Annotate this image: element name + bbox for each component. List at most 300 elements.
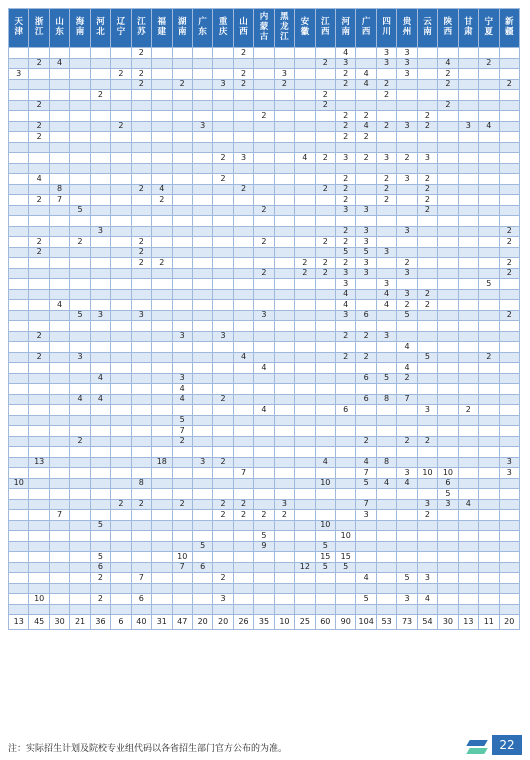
table-cell [315,121,335,132]
table-cell [295,457,315,468]
table-cell [479,69,499,80]
table-cell: 2 [397,153,417,164]
table-cell [499,583,520,594]
table-cell [9,457,29,468]
table-cell [233,405,253,416]
table-cell [49,111,69,122]
table-cell: 3 [376,153,396,164]
table-cell: 2 [417,510,437,521]
totals-row [9,615,520,630]
table-cell [295,195,315,206]
table-cell [438,142,458,153]
table-cell [9,499,29,510]
table-cell [233,541,253,552]
table-cell [274,321,294,332]
table-cell [233,594,253,605]
table-cell [29,258,49,269]
table-cell [274,226,294,237]
table-cell [111,531,131,542]
table-cell [295,541,315,552]
table-cell [254,300,274,311]
table-cell [233,583,253,594]
table-cell: 3 [356,510,376,521]
table-cell: 4 [397,363,417,374]
table-cell [479,573,499,584]
table-cell [499,363,520,374]
table-cell: 2 [417,174,437,185]
table-cell [192,184,212,195]
table-cell [376,363,396,374]
table-cell [9,384,29,395]
table-cell [438,583,458,594]
total-cell: 90 [336,615,356,630]
table-cell [111,415,131,426]
table-cell [479,363,499,374]
table-cell [274,447,294,458]
table-cell [315,247,335,258]
total-cell: 30 [49,615,69,630]
table-cell [458,195,478,206]
table-cell [254,184,274,195]
table-row [9,583,520,594]
table-cell [254,121,274,132]
table-cell [152,415,172,426]
table-cell [29,363,49,374]
table-cell [479,531,499,542]
table-cell: 3 [336,268,356,279]
table-cell [90,205,110,216]
table-cell [479,195,499,206]
table-cell [213,489,233,500]
table-cell [254,342,274,353]
table-cell [172,447,192,458]
table-cell [213,436,233,447]
table-cell [192,237,212,248]
table-cell [254,457,274,468]
table-cell: 5 [356,478,376,489]
table-cell [49,247,69,258]
table-cell [9,142,29,153]
table-cell [315,447,335,458]
table-cell [213,583,233,594]
table-cell [417,48,437,59]
table-cell [172,48,192,59]
province-header: 广 西 [356,9,376,48]
province-header: 云 南 [417,9,437,48]
table-cell: 3 [336,279,356,290]
table-cell [458,489,478,500]
table-cell [152,205,172,216]
table-cell [254,384,274,395]
table-cell [213,268,233,279]
table-cell [438,132,458,143]
province-header: 安 徽 [295,9,315,48]
table-cell [479,100,499,111]
table-cell [315,583,335,594]
table-cell [274,268,294,279]
table-cell [49,447,69,458]
table-cell: 3 [172,331,192,342]
table-cell [315,48,335,59]
table-cell [274,352,294,363]
table-cell [192,436,212,447]
table-cell [315,384,335,395]
table-cell [70,300,90,311]
table-cell [111,478,131,489]
table-cell [29,300,49,311]
table-cell [499,436,520,447]
table-cell: 3 [356,268,376,279]
table-cell: 4 [336,300,356,311]
table-cell: 4 [90,394,110,405]
table-cell [295,594,315,605]
table-cell [295,247,315,258]
table-cell [49,436,69,447]
page-number: 22 [492,735,522,755]
table-cell [29,342,49,353]
table-cell [315,373,335,384]
table-cell [111,436,131,447]
table-cell [172,121,192,132]
table-cell [152,331,172,342]
table-cell [356,48,376,59]
table-cell [479,489,499,500]
table-cell [315,363,335,374]
table-cell: 4 [49,58,69,69]
table-cell [254,573,274,584]
table-row [9,289,520,300]
table-cell [295,468,315,479]
table-cell [213,373,233,384]
table-cell [417,541,437,552]
table-cell [479,289,499,300]
table-cell [49,426,69,437]
table-cell [295,499,315,510]
table-cell [49,562,69,573]
total-cell: 20 [192,615,212,630]
table-row [9,69,520,80]
table-cell [479,132,499,143]
table-cell: 3 [458,121,478,132]
table-cell [49,468,69,479]
province-header: 浙 江 [29,9,49,48]
table-cell: 2 [336,195,356,206]
table-cell [70,216,90,227]
table-cell [274,310,294,321]
table-cell [499,142,520,153]
table-cell [29,279,49,290]
table-cell: 4 [49,300,69,311]
table-cell: 2 [356,352,376,363]
table-cell: 3 [192,121,212,132]
table-cell [152,69,172,80]
province-header: 内 蒙 古 [254,9,274,48]
table-cell [192,510,212,521]
table-cell: 5 [90,552,110,563]
table-cell [111,373,131,384]
table-row [9,352,520,363]
table-cell [213,48,233,59]
table-cell [90,604,110,615]
table-cell [172,174,192,185]
total-cell: 35 [254,615,274,630]
table-cell [111,79,131,90]
table-cell [29,111,49,122]
table-cell [417,132,437,143]
table-cell [9,121,29,132]
table-cell [111,226,131,237]
table-row [9,268,520,279]
table-cell [49,489,69,500]
table-cell [213,195,233,206]
table-cell [152,247,172,258]
table-cell: 2 [131,258,151,269]
table-cell [336,100,356,111]
table-cell [315,142,335,153]
table-row [9,594,520,605]
table-cell: 4 [356,69,376,80]
table-cell [70,489,90,500]
table-cell [131,489,151,500]
table-cell [458,342,478,353]
table-cell [111,310,131,321]
table-cell [152,373,172,384]
table-cell [254,436,274,447]
table-cell [70,541,90,552]
table-cell [479,562,499,573]
table-cell [254,394,274,405]
table-cell: 2 [336,184,356,195]
table-cell [295,573,315,584]
table-cell [29,510,49,521]
table-cell [131,447,151,458]
table-cell [192,205,212,216]
table-row [9,184,520,195]
table-cell [274,216,294,227]
table-cell: 7 [397,394,417,405]
table-cell [274,573,294,584]
table-cell [111,174,131,185]
table-cell [90,331,110,342]
total-cell: 20 [499,615,520,630]
table-cell [70,142,90,153]
table-row [9,132,520,143]
table-cell [29,142,49,153]
table-cell [131,142,151,153]
table-cell [70,195,90,206]
table-cell [90,510,110,521]
table-cell [479,174,499,185]
table-cell [254,415,274,426]
table-cell [70,48,90,59]
table-cell [152,163,172,174]
table-cell [356,604,376,615]
table-cell: 2 [254,268,274,279]
table-cell [336,457,356,468]
table-cell [70,594,90,605]
table-cell: 2 [417,205,437,216]
table-cell [417,363,437,374]
table-cell [70,58,90,69]
table-cell [192,216,212,227]
table-cell [9,594,29,605]
table-cell [479,478,499,489]
table-cell [9,342,29,353]
table-cell [479,184,499,195]
table-cell: 2 [233,48,253,59]
table-cell [131,163,151,174]
table-cell: 7 [356,468,376,479]
table-cell: 4 [356,457,376,468]
table-cell [274,142,294,153]
table-row [9,121,520,132]
table-cell: 15 [336,552,356,563]
province-header: 贵 州 [397,9,417,48]
table-cell [458,394,478,405]
table-cell [192,100,212,111]
table-cell [356,100,376,111]
table-cell: 3 [397,268,417,279]
table-cell [152,279,172,290]
total-cell: 20 [213,615,233,630]
table-cell [458,436,478,447]
table-cell [274,247,294,258]
table-cell [152,594,172,605]
table-cell [233,531,253,542]
table-cell [397,510,417,521]
table-cell [192,342,212,353]
table-cell [152,310,172,321]
table-cell [49,142,69,153]
table-cell: 10 [315,520,335,531]
table-cell [438,153,458,164]
table-row [9,531,520,542]
table-cell: 2 [233,184,253,195]
table-cell: 3 [213,79,233,90]
table-cell [295,352,315,363]
table-cell [397,79,417,90]
table-cell [397,247,417,258]
table-cell [376,352,396,363]
table-cell [254,247,274,258]
table-cell [295,216,315,227]
table-cell: 3 [397,48,417,59]
table-cell [111,237,131,248]
table-cell: 2 [233,499,253,510]
table-cell [9,394,29,405]
table-cell: 2 [499,237,520,248]
table-row [9,174,520,185]
table-row [9,499,520,510]
table-cell [29,426,49,437]
table-cell [90,58,110,69]
table-cell [111,541,131,552]
table-cell: 2 [213,499,233,510]
table-cell [479,342,499,353]
table-cell [295,184,315,195]
table-cell [9,132,29,143]
table-cell: 2 [29,352,49,363]
table-cell [336,499,356,510]
table-cell [9,363,29,374]
table-cell: 2 [254,205,274,216]
table-cell [336,436,356,447]
table-cell [315,604,335,615]
table-cell [49,310,69,321]
table-cell [479,153,499,164]
table-cell [90,289,110,300]
table-cell: 2 [213,573,233,584]
table-cell [192,321,212,332]
table-cell: 2 [131,79,151,90]
table-cell [458,552,478,563]
table-cell [70,373,90,384]
table-cell [233,100,253,111]
table-cell: 2 [315,258,335,269]
table-cell: 4 [295,153,315,164]
table-cell: 4 [397,342,417,353]
table-cell [192,447,212,458]
table-cell [397,205,417,216]
table-cell [458,153,478,164]
table-cell: 3 [213,331,233,342]
table-cell [499,489,520,500]
table-cell [499,352,520,363]
table-row [9,310,520,321]
table-cell [315,510,335,521]
table-cell: 2 [438,100,458,111]
table-cell [70,520,90,531]
table-cell [29,48,49,59]
table-cell [70,258,90,269]
table-cell [152,174,172,185]
table-cell [254,478,274,489]
table-cell [29,216,49,227]
table-cell [458,289,478,300]
table-cell [295,142,315,153]
table-cell [233,363,253,374]
table-cell [254,195,274,206]
table-cell: 2 [315,90,335,101]
table-cell [499,90,520,101]
table-cell: 2 [70,237,90,248]
table-cell [9,373,29,384]
table-cell [9,247,29,258]
table-cell [417,583,437,594]
table-cell [479,384,499,395]
table-cell [29,562,49,573]
table-cell [213,321,233,332]
table-cell: 2 [356,153,376,164]
table-cell [499,384,520,395]
table-cell [9,310,29,321]
table-cell: 3 [356,205,376,216]
total-cell: 31 [152,615,172,630]
table-cell: 4 [70,394,90,405]
table-cell [499,195,520,206]
table-cell [274,289,294,300]
table-cell: 2 [336,258,356,269]
table-row [9,111,520,122]
table-cell [172,205,192,216]
province-header: 宁 夏 [479,9,499,48]
table-cell [213,226,233,237]
table-cell [152,478,172,489]
table-cell: 2 [315,58,335,69]
table-cell [315,468,335,479]
table-cell [70,552,90,563]
table-cell [152,268,172,279]
